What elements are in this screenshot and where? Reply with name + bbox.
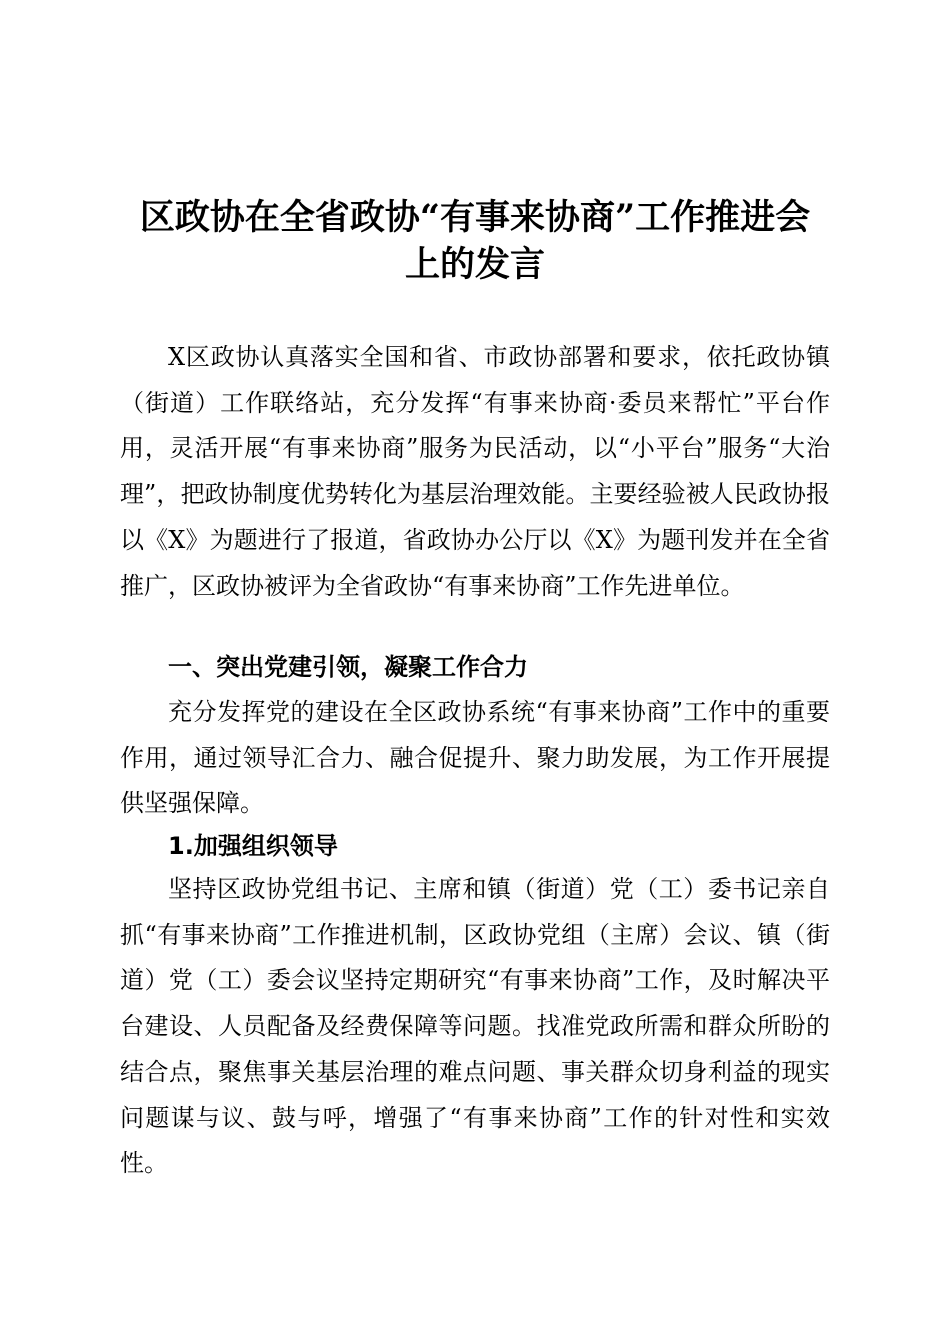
document-title-line-2: 上的发言 <box>404 244 545 285</box>
document-title-line-1: 区政协在全省政协“有事来协商”工作推进会 <box>139 197 811 238</box>
subsection-1-paragraph: 坚持区政协党组书记、主席和镇（街道）党（工）委书记亲自抓“有事来协商”工作推进机制，区政协党组（主席）会议、镇（街道）党（工）委会议坚持定期研究“有事来协商”工作，及时解决平台建设、人员配备及经费保障等问题。找准党政所需和群众所盼的结合点，聚焦事关基层治理的难点问题、事关群众切身利益的现实问题谋与议、鼓与呼，增强了“有事来协商”工作的针对性和实效性。 <box>120 875 830 1178</box>
intro-paragraph: X区政协认真落实全国和省、市政协部署和要求，依托政协镇（街道）工作联络站，充分发挥“有事来协商·委员来帮忙”平台作用，灵活开展“有事来协商”服务为民活动，以“小平台”服务“大治理”，把政协制度优势转化为基层治理效能。主要经验被人民政协报以《X》为题进行了报道，省政协办公厅以《X》为题刊发并在全省推广，区政协被评为全省政协“有事来协商”工作先进单位。 <box>120 343 830 600</box>
subsection-heading-1: 1.加强组织领导 <box>168 832 338 860</box>
section-1-paragraph: 充分发挥党的建设在全区政协系统“有事来协商”工作中的重要作用，通过领导汇合力、融合促提升、聚力助发展，为工作开展提供坚强保障。 <box>120 698 830 818</box>
section-heading-1: 一、突出党建引领，凝聚工作合力 <box>168 653 528 681</box>
